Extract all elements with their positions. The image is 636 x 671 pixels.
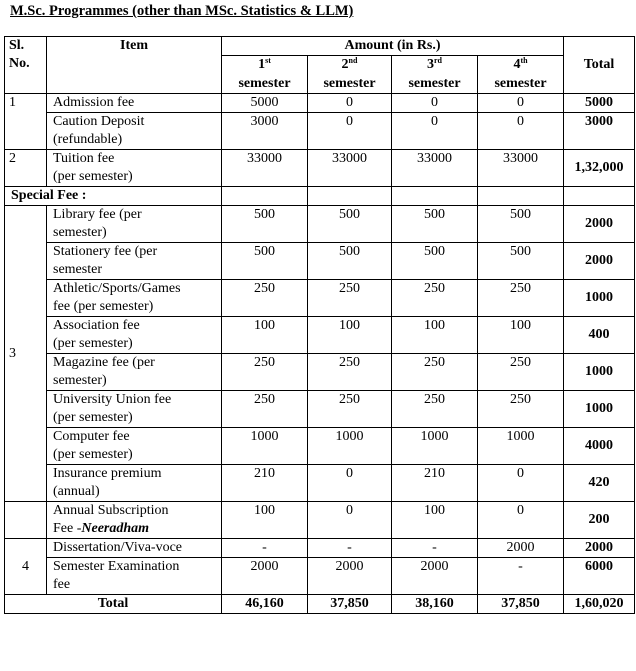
item-cell: Magazine fee (per semester)	[47, 354, 222, 391]
empty-cell	[478, 187, 564, 206]
header-row	[5, 37, 635, 56]
table-row	[5, 150, 635, 187]
amount-cell: 250	[392, 391, 478, 428]
page-title: M.Sc. Programmes (other than MSc. Statistics & LLM)	[10, 3, 354, 19]
header-sem2-label: semester	[308, 75, 392, 94]
total-cell: 400	[564, 317, 635, 354]
amount-cell: 2000	[222, 558, 308, 595]
amount-cell: 2000	[478, 539, 564, 558]
amount-cell: 250	[308, 280, 392, 317]
amount-cell: 0	[308, 465, 392, 502]
amount-cell: 250	[478, 354, 564, 391]
total-cell: 1000	[564, 280, 635, 317]
amount-cell: 0	[308, 94, 392, 113]
amount-cell: 100	[308, 317, 392, 354]
empty-cell	[392, 187, 478, 206]
header-item: Item	[47, 37, 222, 94]
table-row	[5, 280, 635, 317]
table-row	[5, 354, 635, 391]
item-cell: Computer fee (per semester)	[47, 428, 222, 465]
amount-cell: 500	[308, 243, 392, 280]
sl-no: 4	[5, 539, 47, 595]
amount-cell: 250	[392, 280, 478, 317]
amount-cell: 0	[478, 465, 564, 502]
table-row	[5, 317, 635, 354]
amount-cell: 100	[222, 502, 308, 539]
sl-no: 3	[5, 206, 47, 502]
header-total: Total	[564, 56, 635, 94]
item-cell: Association fee (per semester)	[47, 317, 222, 354]
table-row	[5, 502, 635, 539]
amount-cell: 0	[308, 502, 392, 539]
amount-cell: 250	[222, 391, 308, 428]
total-cell: 1000	[564, 391, 635, 428]
table-row	[5, 94, 635, 113]
amount-cell: 250	[478, 391, 564, 428]
grand-total: 1,60,020	[564, 595, 635, 614]
amount-cell: 210	[222, 465, 308, 502]
amount-cell: 500	[478, 206, 564, 243]
empty-cell	[222, 187, 308, 206]
special-fee-heading: Special Fee :	[5, 187, 222, 206]
amount-cell: 33000	[478, 150, 564, 187]
amount-cell: 250	[222, 354, 308, 391]
item-cell: Tuition fee (per semester)	[47, 150, 222, 187]
amount-cell: 1000	[392, 428, 478, 465]
amount-cell: -	[308, 539, 392, 558]
header-sem2: 2nd	[308, 56, 392, 76]
item-cell: Dissertation/Viva-voce	[47, 539, 222, 558]
amount-cell: 2000	[392, 558, 478, 595]
amount-cell: 250	[478, 280, 564, 317]
item-cell: Athletic/Sports/Games fee (per semester)	[47, 280, 222, 317]
header-sem3-label: semester	[392, 75, 478, 94]
header-sem4-label: semester	[478, 75, 564, 94]
fee-table	[4, 36, 635, 614]
total-cell: 2000	[564, 243, 635, 280]
amount-cell: 500	[392, 243, 478, 280]
amount-cell: 100	[478, 317, 564, 354]
amount-cell: -	[392, 539, 478, 558]
item-cell: University Union fee (per semester)	[47, 391, 222, 428]
total-row	[5, 595, 635, 614]
total-cell: 3000	[564, 113, 635, 150]
empty-cell	[5, 502, 47, 539]
total-label: Total	[5, 595, 222, 614]
amount-cell: 1000	[308, 428, 392, 465]
total-cell: 4000	[564, 428, 635, 465]
total-cell: 5000	[564, 94, 635, 113]
amount-cell: -	[478, 558, 564, 595]
section-header	[5, 187, 635, 206]
amount-cell: 500	[222, 243, 308, 280]
amount-cell: 33000	[222, 150, 308, 187]
total-sem4: 37,850	[478, 595, 564, 614]
header-sem1: 1st	[222, 56, 308, 76]
amount-cell: 250	[308, 391, 392, 428]
amount-cell: 3000	[222, 113, 308, 150]
total-cell: 1,32,000	[564, 150, 635, 187]
amount-cell: 1000	[222, 428, 308, 465]
item-cell: Caution Deposit (refundable)	[47, 113, 222, 150]
amount-cell: 250	[222, 280, 308, 317]
amount-cell: 33000	[308, 150, 392, 187]
item-cell: Admission fee	[47, 94, 222, 113]
amount-cell: 500	[222, 206, 308, 243]
total-cell: 6000	[564, 558, 635, 595]
total-cell: 2000	[564, 539, 635, 558]
total-cell: 200	[564, 502, 635, 539]
total-sem2: 37,850	[308, 595, 392, 614]
item-cell: Library fee (per semester)	[47, 206, 222, 243]
table-row	[5, 391, 635, 428]
sl-no: 1	[5, 94, 47, 150]
header-sem3: 3rd	[392, 56, 478, 76]
header-amount: Amount (in Rs.)	[222, 37, 564, 56]
header-sem4: 4th	[478, 56, 564, 76]
amount-cell: 210	[392, 465, 478, 502]
amount-cell: 0	[392, 113, 478, 150]
header-total-blank	[564, 37, 635, 56]
amount-cell: 2000	[308, 558, 392, 595]
amount-cell: 100	[222, 317, 308, 354]
amount-cell: 1000	[478, 428, 564, 465]
item-cell: Annual Subscription Fee -Neeradham	[47, 502, 222, 539]
amount-cell: 100	[392, 502, 478, 539]
total-sem3: 38,160	[392, 595, 478, 614]
empty-cell	[564, 187, 635, 206]
amount-cell: 0	[392, 94, 478, 113]
total-sem1: 46,160	[222, 595, 308, 614]
table-row	[5, 558, 635, 595]
amount-cell: 5000	[222, 94, 308, 113]
amount-cell: 100	[392, 317, 478, 354]
amount-cell: -	[222, 539, 308, 558]
amount-cell: 250	[308, 354, 392, 391]
item-cell: Stationery fee (per semester	[47, 243, 222, 280]
item-cell: Insurance premium (annual)	[47, 465, 222, 502]
amount-cell: 0	[308, 113, 392, 150]
total-cell: 1000	[564, 354, 635, 391]
table-row	[5, 539, 635, 558]
table-row	[5, 206, 635, 243]
empty-cell	[308, 187, 392, 206]
header-sl-no: Sl. No.	[5, 37, 47, 94]
amount-cell: 500	[478, 243, 564, 280]
amount-cell: 33000	[392, 150, 478, 187]
amount-cell: 250	[392, 354, 478, 391]
table-row	[5, 465, 635, 502]
table-row	[5, 113, 635, 150]
amount-cell: 500	[392, 206, 478, 243]
table-row	[5, 243, 635, 280]
total-cell: 2000	[564, 206, 635, 243]
amount-cell: 0	[478, 113, 564, 150]
total-cell: 420	[564, 465, 635, 502]
amount-cell: 0	[478, 502, 564, 539]
header-sem1-label: semester	[222, 75, 308, 94]
amount-cell: 500	[308, 206, 392, 243]
item-cell: Semester Examination fee	[47, 558, 222, 595]
table-row	[5, 428, 635, 465]
sl-no: 2	[5, 150, 47, 187]
amount-cell: 0	[478, 94, 564, 113]
